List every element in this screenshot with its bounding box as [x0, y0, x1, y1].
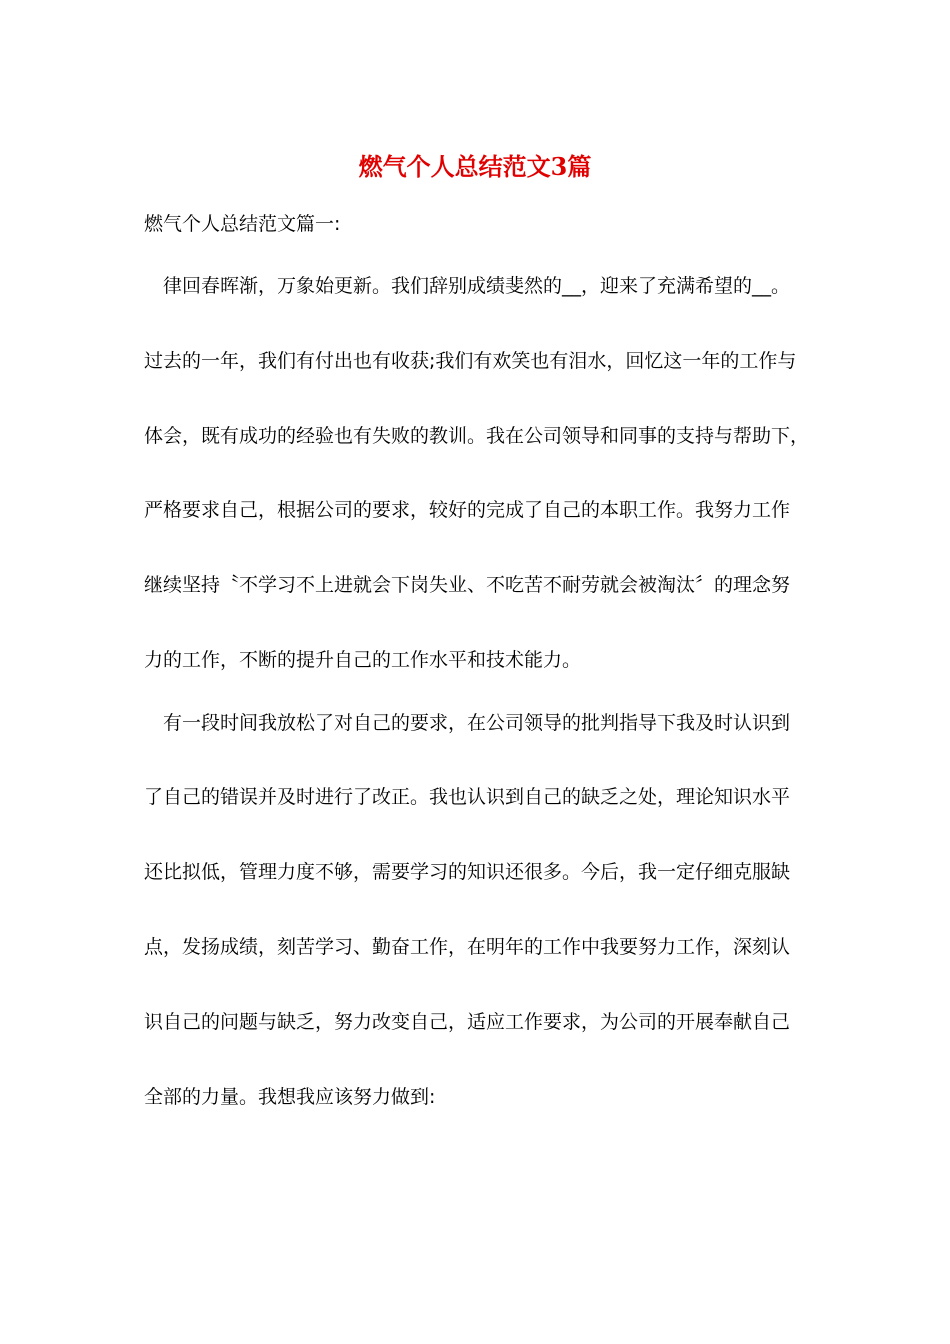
- paragraph-line: 严格要求自己，根据公司的要求，较好的完成了自己的本职工作。我努力工作: [144, 499, 791, 521]
- paragraph-line: 力的工作，不断的提升自己的工作水平和技术能力。: [144, 649, 582, 671]
- section-heading: 燃气个人总结范文篇一:: [144, 213, 341, 235]
- paragraph-line: 全部的力量。我想我应该努力做到:: [144, 1086, 436, 1108]
- paragraph-line: 点，发扬成绩，刻苦学习、勤奋工作，在明年的工作中我要努力工作，深刻认: [144, 936, 791, 958]
- paragraph-line: 识自己的问题与缺乏，努力改变自己，适应工作要求，为公司的开展奉献自己: [144, 1011, 791, 1033]
- document-title: 燃气个人总结范文3篇: [358, 152, 592, 181]
- paragraph-line: 体会，既有成功的经验也有失败的教训。我在公司领导和同事的支持与帮助下，: [144, 425, 810, 447]
- paragraph-line: 还比拟低，管理力度不够，需要学习的知识还很多。今后，我一定仔细克服缺: [144, 861, 791, 883]
- paragraph-line: 律回春晖渐，万象始更新。我们辞别成绩斐然的__，迎来了充满希望的__。: [163, 275, 791, 297]
- paragraph-line: 继续坚持〝不学习不上进就会下岗失业、不吃苦不耐劳就会被淘汰〞的理念努: [144, 574, 791, 596]
- paragraph-line: 了自己的错误并及时进行了改正。我也认识到自己的缺乏之处，理论知识水平: [144, 786, 791, 808]
- paragraph-line: 有一段时间我放松了对自己的要求，在公司领导的批判指导下我及时认识到: [163, 712, 791, 734]
- paragraph-line: 过去的一年，我们有付出也有收获;我们有欢笑也有泪水，回忆这一年的工作与: [144, 350, 797, 372]
